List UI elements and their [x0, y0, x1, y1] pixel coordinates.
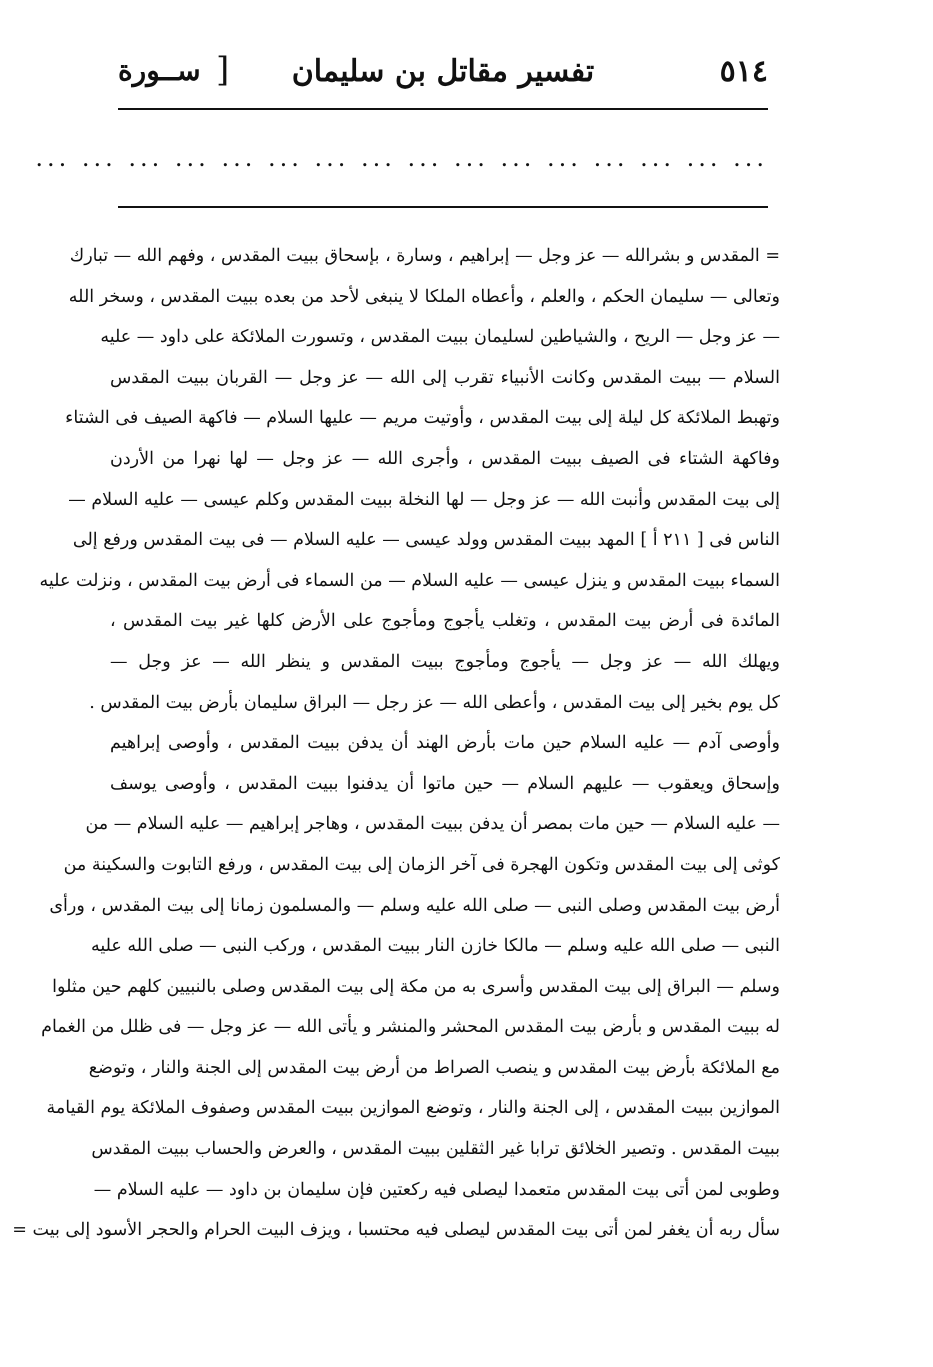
text-line: وإسحاق ويعقوب — عليهم السلام — حين ماتوا أن يدفنوا ببيت المقدس ، وأوصى يوسف [110, 773, 780, 794]
text-line: الموازين ببيت المقدس ، إلى الجنة والنار ، وتوضع الموازين ببيت المقدس وصفوف الملائكة يوم القيامة [46, 1098, 780, 1119]
text-line: وطوبى لمن أتى بيت المقدس متعمدا ليصلى فيه ركعتين فإن سليمان بن داود — عليه السلام — [93, 1179, 780, 1200]
text-line: وأوصى آدم — عليه السلام حين مات بأرض الهند أن يدفن ببيت المقدس ، وأوصى إبراهيم [110, 733, 780, 754]
text-line: وفاكهة الشتاء فى الصيف ببيت المقدس ، وأجرى الله — عز وجل — لها نهرا من الأردن [110, 448, 780, 469]
text-line: وسلم — البراق إلى بيت المقدس وأسرى به من مكة إلى بيت المقدس وصلى بالنبيين كلهم حين مثلوا [52, 976, 780, 997]
text-line: السماء ببيت المقدس و ينزل عيسى — عليه السلام — من السماء فى أرض بيت المقدس ، ونزلت عليه [39, 570, 780, 591]
page-number: ٥١٤ [719, 54, 768, 89]
separator-dots: ... ... ... ... ... ... ... ... ... ... ... ... ... ... ... ... [35, 144, 768, 172]
text-line: ببيت المقدس . وتصير الخلائق ترابا غير الثقلين ببيت المقدس ، والعرض والحساب ببيت المقدس [91, 1139, 780, 1160]
book-title: تفسير مقاتل بن سليمان [291, 54, 595, 89]
text-line: كل يوم بخير إلى بيت المقدس ، وأعطى الله — عز رجل — البراق سليمان بأرض بيت المقدس . [89, 692, 780, 713]
text-line: = المقدس و بشرالله — عز وجل — إبراهيم ، وسارة ، بإسحاق ببيت المقدس ، وفهم الله — تبارك [69, 246, 780, 266]
text-line: — عليه السلام — حين مات بمصر أن يدفن ببيت المقدس ، وهاجر إبراهيم — عليه السلام — من [85, 814, 780, 835]
text-line: المائدة فى أرض بيت المقدس ، وتغلب يأجوج ومأجوج على الأرض كلها غير بيت المقدس ، [110, 611, 780, 632]
text-line: وتهبط الملائكة كل ليلة إلى بيت المقدس ، وأوتيت مريم — عليها السلام — فاكهة الصيف فى الشتاء [65, 408, 780, 429]
text-line: كوثى إلى بيت المقدس وتكون الهجرة فى آخر الزمان إلى بيت المقدس ، ورفع التابوت والسكينة من [63, 854, 780, 875]
text-line: النبى — صلى الله عليه وسلم — مالكا خازن النار ببيت المقدس ، وركب النبى — صلى الله عليه [90, 936, 780, 957]
text-line: السلام — ببيت المقدس وكانت الأنبياء تقرب إلى الله — عز وجل — القربان ببيت المقدس [110, 367, 780, 388]
body-rule [118, 206, 768, 208]
text-line: سأل ربه أن يغفر لمن أتى بيت المقدس ليصلى فيه محتسبا ، ويزف البيت الحرام والحجر الأسود إلى بيت = [12, 1220, 780, 1241]
page-header [118, 48, 768, 98]
text-line: — عز وجل — الريح ، والشياطين لسليمان ببيت المقدس ، وتسورت الملائكة على داود — عليه [100, 327, 780, 348]
text-line: وتعالى — سليمان الحكم ، والعلم ، وأعطاه الملكا لا ينبغى لأحد من بعده ببيت المقدس ، وسخر الله [68, 286, 780, 307]
text-line: الناس فى [ ٢١١ أ ] المهد ببيت المقدس وولد عيسى — عليه السلام — فى بيت المقدس ورفع إلى [72, 530, 780, 551]
text-line: مع الملائكة بأرض بيت المقدس و ينصب الصراط من أرض بيت المقدس إلى الجنة والنار ، وتوضع [88, 1057, 780, 1078]
text-line: له ببيت المقدس و بأرض بيت المقدس المحشر والمنشر و يأتى الله — عز وجل — فى ظلل من الغمام [41, 1017, 780, 1038]
surah-bracket: [ [216, 50, 230, 90]
text-line: إلى بيت المقدس وأنبت الله — عز وجل — لها النخلة ببيت المقدس وكلم عيسى — عليه السلام — [68, 489, 780, 510]
body-text [12, 236, 780, 1251]
text-line: ويهلك الله — عز وجل — يأجوج ومأجوج ببيت المقدس و ينظر الله — عز وجل — [110, 651, 780, 672]
surah-label: ســورة [118, 54, 201, 87]
header-rule [118, 108, 768, 110]
text-line: أرض بيت المقدس وصلى النبى — صلى الله عليه وسلم — والمسلمون زمانا إلى بيت المقدس ، ورأى [49, 895, 780, 916]
